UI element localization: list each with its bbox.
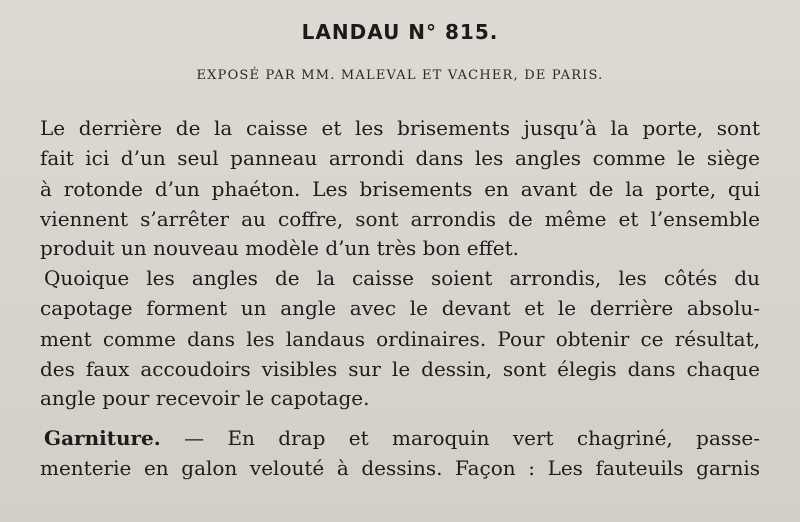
paragraph-1-line-4: viennent s’arrêter au coffre, sont arrondis de même et l’ensemble	[40, 207, 760, 231]
paragraph-1-line-3: à rotonde d’un phaéton. Les brisements en avant de la porte, qui	[40, 177, 760, 201]
paragraph-3-line-2: menterie en galon velouté à dessins. Façon : Les fauteuils garnis	[40, 456, 760, 480]
paragraph-1-line-1: Le derrière de la caisse et les brisements jusqu’à la porte, sont	[40, 116, 760, 140]
paragraph-2-line-3: ment comme dans les landaus ordinaires. Pour obtenir ce résultat,	[40, 327, 760, 351]
paragraph-1-line-5: produit un nouveau modèle d’un très bon effet.	[40, 236, 520, 260]
paragraph-2-line-5: angle pour recevoir le capotage.	[40, 386, 370, 410]
paragraph-3-line-1	[44, 424, 760, 452]
page-title: LANDAU N° 815.	[301, 20, 499, 44]
paragraph-2-line-2: capotage forment un angle avec le devant et le derrière absolu-	[40, 296, 760, 320]
paragraph-1-line-2: fait ici d’un seul panneau arrondi dans les angles comme le siège	[40, 146, 760, 170]
garniture-label: Garniture.	[44, 426, 161, 450]
paragraph-2-line-4: des faux accoudoirs visibles sur le dessin, sont élegis dans chaque	[40, 357, 760, 381]
paragraph-2-line-1: Quoique les angles de la caisse soient arrondis, les côtés du	[44, 266, 760, 290]
paragraph-3-line-1-text: — En drap et maroquin vert chagriné, passe-	[160, 426, 760, 450]
page-subtitle: EXPOSÉ PAR MM. MALEVAL ET VACHER, DE PARIS.	[196, 68, 604, 83]
